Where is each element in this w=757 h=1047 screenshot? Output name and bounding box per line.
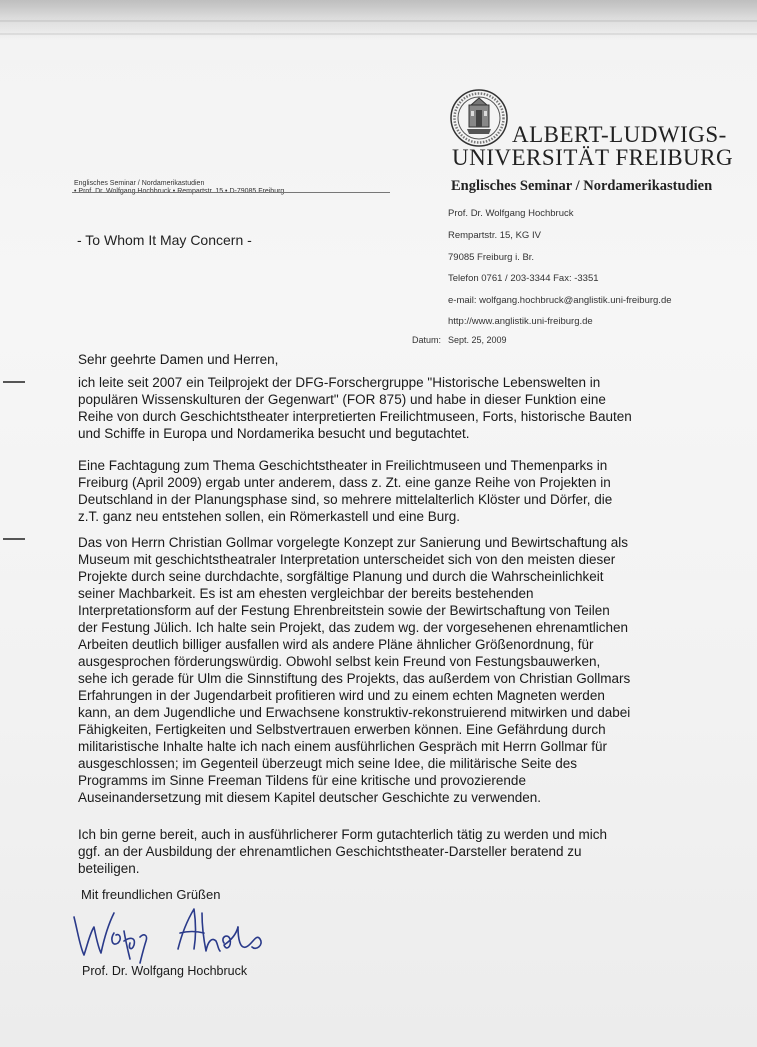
paragraph-line: Projekte durch seine durchdachte, sorgfältige Planung und durch die Wahrscheinlichkeit bbox=[78, 569, 604, 584]
address-website: http://www.anglistik.uni-freiburg.de bbox=[448, 316, 593, 327]
closing-phrase: Mit freundlichen Grüßen bbox=[81, 887, 221, 902]
paragraph-line: Programms im Sinne Freeman Tildens für eine kritische und provozierende bbox=[78, 773, 526, 788]
date-value: Sept. 25, 2009 bbox=[448, 335, 507, 345]
body-paragraph-1 bbox=[78, 374, 678, 442]
paragraph-line: Das von Herrn Christian Gollmar vorgelegte Konzept zur Sanierung und Bewirtschaftung als bbox=[78, 535, 629, 550]
paragraph-line: ggf. an der Ausbildung der ehrenamtlichen Geschichtstheater-Darsteller beratend zu bbox=[78, 844, 582, 859]
crease bbox=[0, 33, 757, 35]
university-name-line1: ALBERT-LUDWIGS- bbox=[512, 122, 727, 147]
address-phone: Telefon 0761 / 203-3344 Fax: -3351 bbox=[448, 273, 599, 284]
address-name: Prof. Dr. Wolfgang Hochbruck bbox=[448, 208, 574, 219]
university-seal-icon bbox=[449, 88, 509, 148]
body-paragraph-3 bbox=[78, 534, 678, 806]
paragraph-line: Museum mit geschichtstheatraler Interpretation unterscheidet sich von den meisten dieser bbox=[78, 552, 616, 567]
punch-mark bbox=[3, 381, 25, 383]
crease bbox=[0, 20, 757, 22]
sender-line-1: Englisches Seminar / Nordamerikastudien bbox=[74, 180, 205, 187]
paragraph-line: und Schiffe in Europa und Nordamerika besucht und begutachtet. bbox=[78, 426, 470, 441]
body-paragraph-4 bbox=[78, 826, 678, 877]
paragraph-line: sehe ich gerade für Ulm die Sinnstiftung des Projekts, das außerdem von Christian Gollmars bbox=[78, 671, 631, 686]
recipient-line: - To Whom It May Concern - bbox=[77, 232, 252, 248]
address-city: 79085 Freiburg i. Br. bbox=[448, 252, 535, 263]
address-email: e-mail: wolfgang.hochbruck@anglistik.uni-freiburg.de bbox=[448, 295, 672, 306]
paragraph-line: Ich bin gerne bereit, auch in ausführlicherer Form gutachterlich tätig zu werden und mich bbox=[78, 827, 608, 842]
university-name-line2: UNIVERSITÄT FREIBURG bbox=[452, 145, 734, 170]
paragraph-line: Eine Fachtagung zum Thema Geschichtstheater in Freilichtmuseen und Themenparks in bbox=[78, 458, 608, 473]
paragraph-line: Erfahrungen in der Jugendarbeit profitieren wird und zu einem echten Magneten werden bbox=[78, 688, 605, 703]
body-paragraph-2 bbox=[78, 457, 678, 525]
sender-divider bbox=[72, 192, 390, 193]
handwritten-signature bbox=[70, 903, 270, 965]
paragraph-line: seiner Machbarkeit. Es ist am ehesten vergleichbar der bereits bestehenden bbox=[78, 586, 534, 601]
paragraph-line: ausgesprochen förderungswürdig. Obwohl selbst kein Freund von Festungsbauwerken, bbox=[78, 654, 601, 669]
paragraph-line: Reihe von durch Geschichtstheater interpretierten Freilichtmuseen, Forts, historische Bauten bbox=[78, 409, 632, 424]
paragraph-line: kann, an dem Jugendliche und Erwachsene konstruktiv-rekonstruierend mitwirken und dabei bbox=[78, 705, 631, 720]
paragraph-line: Deutschland in der Planungsphase sind, so mehrere mittelalterlich Klöster und Dörfer, die bbox=[78, 492, 613, 507]
paragraph-line: Fähigkeiten, Fertigkeiten und Selbstvertrauen erwerben können. Eine Gefährdung durch bbox=[78, 722, 606, 737]
paragraph-line: Auseinandersetzung mit diesem Kapitel deutscher Geschichte zu verwenden. bbox=[78, 790, 542, 805]
punch-mark bbox=[3, 538, 25, 540]
paragraph-line: ausgeschlossen; im Gegenteil überzeugt mich seine Idee, die militärische Seite des bbox=[78, 756, 578, 771]
paragraph-line: populären Wissenskulturen der Gegenwart" (FOR 875) und habe in dieser Funktion eine bbox=[78, 392, 606, 407]
salutation: Sehr geehrte Damen und Herren, bbox=[78, 352, 279, 367]
signatory-name: Prof. Dr. Wolfgang Hochbruck bbox=[82, 964, 248, 978]
paragraph-line: Interpretationsform auf der Festung Ehrenbreitstein sowie der Bewirtschaftung von Teilen bbox=[78, 603, 610, 618]
paragraph-line: der Festung Jülich. Ich halte sein Projekt, das zudem wg. der vorgesehenen ehrenamtlichen bbox=[78, 620, 629, 635]
date-label: Datum: bbox=[412, 335, 442, 345]
address-street: Rempartstr. 15, KG IV bbox=[448, 230, 541, 241]
paragraph-line: Freiburg (April 2009) ergab unter anderem, dass z. Zt. eine ganze Reihe von Projekten in bbox=[78, 475, 611, 490]
paragraph-line: Arbeiten deutlich billiger ausfallen wird als andere Pläne ähnlicher Größenordnung, für bbox=[78, 637, 594, 652]
paragraph-line: militaristische Inhalte halte ich nach einem ausführlichen Gespräch mit Herrn Gollmar für bbox=[78, 739, 607, 754]
department-heading: Englisches Seminar / Nordamerikastudien bbox=[451, 178, 713, 194]
paragraph-line: ich leite seit 2007 ein Teilprojekt der DFG-Forschergruppe "Historische Lebenswelten in bbox=[78, 375, 601, 390]
paragraph-line: z.T. ganz neu entstehen sollen, ein Römerkastell und eine Burg. bbox=[78, 509, 460, 524]
paragraph-line: beteiligen. bbox=[78, 861, 140, 876]
